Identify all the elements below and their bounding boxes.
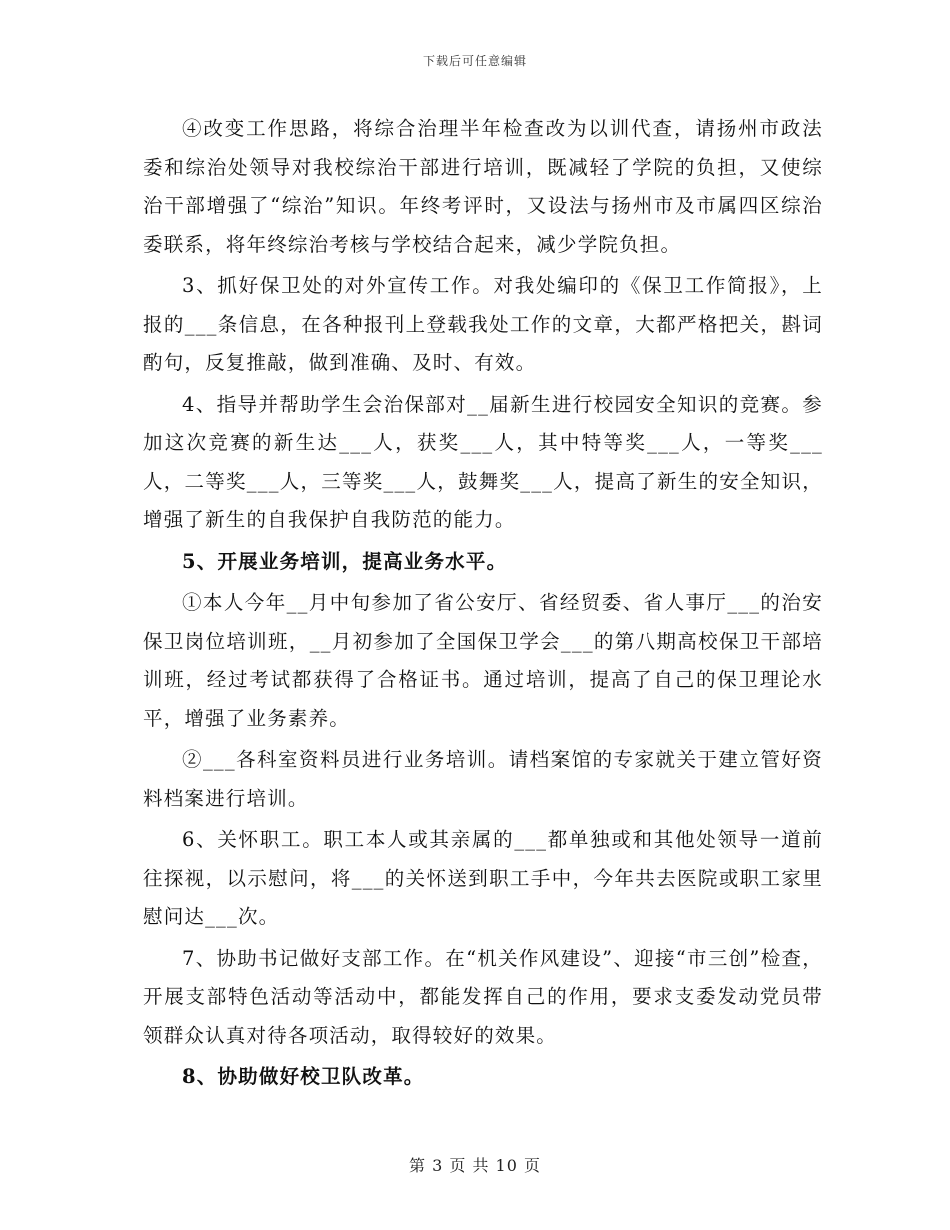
paragraph-3: 4、指导并帮助学生会治保部对__届新生进行校园安全知识的竞赛。参加这次竞赛的新生达___人，获奖___人，其中特等奖___人，一等奖___人，二等奖___人，三等奖___人，鼓舞奖___人，提高了新生的安全知识，增强了新生的自我保护自我防范的能力。 [143, 392, 823, 531]
paragraph-5: ①本人今年__月中旬参加了省公安厅、省经贸委、省人事厅___的治安保卫岗位培训班，__月初参加了全国保卫学会___的第八期高校保卫干部培训班，经过考试都获得了合格证书。通过培训，提高了自己的保卫理论水平，增强了业务素养。 [143, 591, 823, 730]
page-number: 第 3 页 共 10 页 [409, 1156, 541, 1175]
paragraph-2: 3、抓好保卫处的对外宣传工作。对我处编印的《保卫工作简报》，上报的___条信息，在各种报刊上登载我处工作的文章，大都严格把关，斟词酌句，反复推敲，做到准确、及时、有效。 [143, 274, 823, 374]
paragraph-7: 6、关怀职工。职工本人或其亲属的___都单独或和其他处领导一道前往探视，以示慰问，将___的关怀送到职工手中，今年共去医院或职工家里慰问达___次。 [143, 828, 823, 928]
paragraph-8: 7、协助书记做好支部工作。在“机关作风建设”、迎接“市三创”检查，开展支部特色活动等活动中，都能发挥自己的作用，要求支委发动党员带领群众认真对待各项活动，取得较好的效果。 [143, 946, 823, 1047]
section-heading-5: 5、开展业务培训，提高业务水平。 [182, 549, 508, 573]
paragraph-1: ④改变工作思路，将综合治理半年检查改为以训代查，请扬州市政法委和综治处领导对我校综治干部进行培训，既减轻了学院的负担，又使综治干部增强了“综治”知识。年终考评时，又设法与扬州市及市属四区综治委联系，将年终综治考核与学校结合起来，减少学院负担。 [143, 117, 823, 256]
document-body [143, 110, 823, 1100]
section-heading-8: 8、协助做好校卫队改革。 [182, 1065, 425, 1088]
paragraph-6: ②___各科室资料员进行业务培训。请档案馆的专家就关于建立管好资料档案进行培训。 [143, 748, 823, 810]
page-header: 下载后可任意编辑 [422, 54, 527, 68]
